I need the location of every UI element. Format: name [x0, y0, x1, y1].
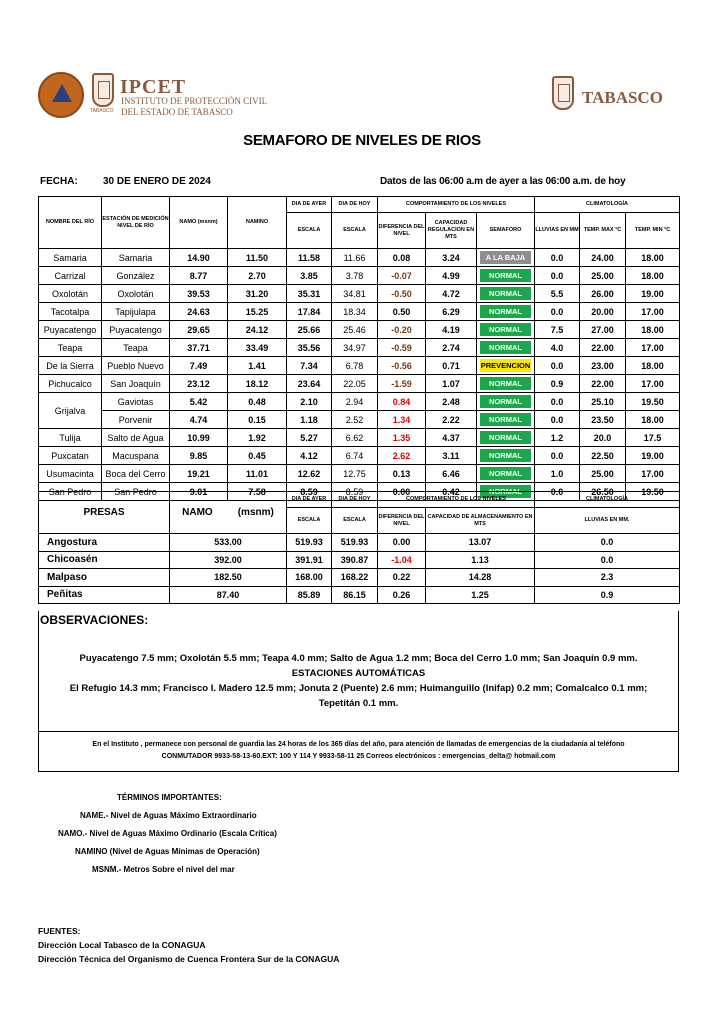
semaforo-cell [477, 411, 535, 429]
cell-namino: 7.58 [228, 483, 287, 501]
cell-cap: 4.37 [426, 429, 477, 447]
observaciones-title: OBSERVACIONES: [40, 613, 149, 627]
cell-tmin: 18.00 [626, 249, 680, 267]
table-row [39, 375, 680, 393]
table-row [39, 586, 680, 604]
header-semaforo: SEMAFORO [477, 213, 535, 249]
cell-ayer: 23.64 [287, 375, 332, 393]
semaforo-cell [477, 393, 535, 411]
cell-lluvia: 0.0 [535, 483, 580, 501]
table-row [39, 357, 680, 375]
cell-cap: 2.74 [426, 339, 477, 357]
cell-namino: 11.50 [228, 249, 287, 267]
cell-namo: 29.65 [170, 321, 228, 339]
header-escala-ayer: ESCALA [287, 213, 332, 249]
semaforo-badge: NORMAL [480, 395, 531, 408]
cell-presa: Chicoasén [39, 551, 170, 569]
presas-table [38, 491, 680, 604]
cell-lluvia: 0.0 [535, 534, 680, 552]
cell-ayer: 2.10 [287, 393, 332, 411]
cell-cap: 6.46 [426, 465, 477, 483]
cell-tmax: 22.00 [580, 375, 626, 393]
cell-ayer: 3.85 [287, 267, 332, 285]
table-row [39, 465, 680, 483]
header-dia-ayer: DIA DE AYER [287, 197, 332, 213]
table-row [39, 285, 680, 303]
cell-lluvia: 1.0 [535, 465, 580, 483]
cell-lluvia: 0.0 [535, 447, 580, 465]
cell-rio: Grijalva [39, 393, 102, 429]
cell-lluvia: 0.0 [535, 249, 580, 267]
cell-dif: 0.00 [378, 534, 426, 552]
semaforo-cell [477, 267, 535, 285]
cell-tmax: 25.00 [580, 465, 626, 483]
cell-namo: 182.50 [170, 569, 287, 587]
cell-lluvia: 0.0 [535, 551, 680, 569]
header-presas-namo-label: NAMO [182, 507, 213, 518]
header-presas-lluvias: LLUVIAS EN MM. [535, 508, 680, 534]
cell-tmax: 23.00 [580, 357, 626, 375]
cell-tmin: 18.00 [626, 411, 680, 429]
cell-namino: 15.25 [228, 303, 287, 321]
termino-namo: NAMO.- Nivel de Aguas Máximo Ordinario (Escala Crítica) [58, 829, 277, 838]
cell-hoy: 8.59 [332, 483, 378, 501]
table-row [39, 411, 680, 429]
header-temp-max: TEMP. MAX °C [580, 213, 626, 249]
terminos-title: TÉRMINOS IMPORTANTES: [117, 793, 222, 802]
cell-estacion: González [102, 267, 170, 285]
cell-tmin: 18.00 [626, 357, 680, 375]
cell-hoy: 12.75 [332, 465, 378, 483]
observaciones-estaciones-heading: ESTACIONES AUTOMÁTICAS [291, 668, 426, 679]
semaforo-badge: NORMAL [480, 431, 531, 444]
semaforo-badge: NORMAL [480, 467, 531, 480]
header-capacidad: CAPACIDAD REGULACION EN MTS [426, 213, 477, 249]
table-row [39, 267, 680, 285]
cell-cap: 4.19 [426, 321, 477, 339]
termino-msnm: MSNM.- Metros Sobre el nivel del mar [92, 865, 235, 874]
cell-hoy: 11.66 [332, 249, 378, 267]
cell-lluvia: 0.0 [535, 357, 580, 375]
cell-estacion: San Joaquín [102, 375, 170, 393]
cell-cap: 3.24 [426, 249, 477, 267]
header-presas-dia-ayer: DIA DE AYER [287, 492, 332, 508]
cell-tmax: 20.00 [580, 303, 626, 321]
cell-dif: -1.59 [378, 375, 426, 393]
fuente-1: Dirección Local Tabasco de la CONAGUA [38, 940, 206, 950]
cell-cap: 1.07 [426, 375, 477, 393]
header-dia-hoy: DIA DE HOY [332, 197, 378, 213]
semaforo-badge: A LA BAJA [480, 251, 531, 264]
tabasco-badge-text: TABASCO [90, 108, 114, 114]
cell-cap: 2.22 [426, 411, 477, 429]
cell-hoy: 2.94 [332, 393, 378, 411]
table-row [39, 429, 680, 447]
cell-hoy: 2.52 [332, 411, 378, 429]
cell-hoy: 86.15 [332, 586, 378, 604]
observaciones-divider [38, 731, 679, 732]
cell-rio: Puxcatan [39, 447, 102, 465]
cell-namino: 0.45 [228, 447, 287, 465]
cell-lluvia: 0.0 [535, 411, 580, 429]
cell-dif: -0.50 [378, 285, 426, 303]
cell-lluvia: 2.3 [535, 569, 680, 587]
cell-lluvia: 5.5 [535, 285, 580, 303]
semaforo-cell [477, 303, 535, 321]
table-row [39, 534, 680, 552]
semaforo-cell [477, 465, 535, 483]
datos-range: Datos de las 06:00 a.m de ayer a las 06:00 a.m. de hoy [380, 176, 626, 187]
header-presas-namo [170, 492, 287, 534]
cell-ayer: 35.56 [287, 339, 332, 357]
cell-ayer: 519.93 [287, 534, 332, 552]
header-estacion: ESTACIÓN DE MEDICIÓN NIVEL DE RÍO [102, 197, 170, 249]
semaforo-badge: NORMAL [480, 305, 531, 318]
cell-tmin: 17.00 [626, 303, 680, 321]
cell-cap: 0.71 [426, 357, 477, 375]
cell-rio: Tacotalpa [39, 303, 102, 321]
semaforo-cell [477, 339, 535, 357]
cell-lluvia: 0.0 [535, 267, 580, 285]
cell-presa: Angostura [39, 534, 170, 552]
cell-namo: 14.90 [170, 249, 228, 267]
cell-tmin: 19.50 [626, 483, 680, 501]
semaforo-badge: NORMAL [480, 323, 531, 336]
cell-dif: 1.35 [378, 429, 426, 447]
fuentes-title: FUENTES: [38, 926, 81, 936]
cell-rio: Teapa [39, 339, 102, 357]
cell-dif: 0.22 [378, 569, 426, 587]
cell-tmax: 26.50 [580, 483, 626, 501]
header-nombre-rio: NOMBRE DEL RÍO [39, 197, 102, 249]
cell-namo: 392.00 [170, 551, 287, 569]
cell-namino: 1.41 [228, 357, 287, 375]
cell-cap: 4.72 [426, 285, 477, 303]
cell-estacion: Pueblo Nuevo [102, 357, 170, 375]
observaciones-line4: Tepetitán 0.1 mm. [318, 698, 399, 709]
cell-cap: 1.25 [426, 586, 535, 604]
table-row [39, 303, 680, 321]
cell-cap: 0.42 [426, 483, 477, 501]
cell-dif: 0.84 [378, 393, 426, 411]
tabasco-shield-logo [92, 73, 114, 107]
cell-tmin: 17.5 [626, 429, 680, 447]
cell-dif: 0.26 [378, 586, 426, 604]
cell-cap: 2.48 [426, 393, 477, 411]
ipcet-subtitle [121, 96, 267, 118]
ipcet-subtitle-line2: DEL ESTADO DE TABASCO [121, 107, 233, 117]
semaforo-badge: NORMAL [480, 269, 531, 282]
cell-namino: 18.12 [228, 375, 287, 393]
cell-ayer: 25.66 [287, 321, 332, 339]
cell-dif: 0.13 [378, 465, 426, 483]
semaforo-badge: PREVENCION [480, 361, 531, 370]
cell-namo: 4.74 [170, 411, 228, 429]
cell-lluvia: 0.0 [535, 393, 580, 411]
cell-namo: 24.63 [170, 303, 228, 321]
cell-tmin: 18.00 [626, 267, 680, 285]
cell-namo: 8.77 [170, 267, 228, 285]
semaforo-cell [477, 447, 535, 465]
cell-estacion: Oxolotán [102, 285, 170, 303]
cell-tmin: 18.00 [626, 321, 680, 339]
header-presas-diferencia: DIFERENCIA DEL NIVEL [378, 508, 426, 534]
cell-rio: Usumacinta [39, 465, 102, 483]
cell-hoy: 3.78 [332, 267, 378, 285]
cell-namo: 5.42 [170, 393, 228, 411]
header-presas-msnm: (msnm) [237, 507, 274, 518]
instituto-line2: CONMUTADOR 9933-58-13-60.EXT: 100 Y 114 Y 9933-58-11 25 Correos electrónicos : emergencias_delta@ hotmail.com [161, 753, 556, 760]
header-temp-min: TEMP. MIN °C [626, 213, 680, 249]
cell-estacion: Teapa [102, 339, 170, 357]
cell-estacion: Puyacatengo [102, 321, 170, 339]
cell-namino: 0.48 [228, 393, 287, 411]
header-presas-escala-hoy: ESCALA [332, 508, 378, 534]
cell-cap: 3.11 [426, 447, 477, 465]
header-namino: NAMINO [228, 197, 287, 249]
cell-namo: 23.12 [170, 375, 228, 393]
cell-rio: De la Sierra [39, 357, 102, 375]
cell-cap: 13.07 [426, 534, 535, 552]
cell-cap: 6.29 [426, 303, 477, 321]
cell-rio: Tulija [39, 429, 102, 447]
cell-rio: Pichucalco [39, 375, 102, 393]
cell-estacion: Tapijulapa [102, 303, 170, 321]
cell-rio: San Pedro [39, 483, 102, 501]
observaciones-line1: Puyacatengo 7.5 mm; Oxolotán 5.5 mm; Teapa 4.0 mm; Salto de Agua 1.2 mm; Boca del Cerro 1.0 mm; San Joaquín 0.9 mm. [79, 653, 638, 664]
cell-estacion: Samaria [102, 249, 170, 267]
semaforo-cell [477, 321, 535, 339]
cell-lluvia: 0.9 [535, 375, 580, 393]
cell-hoy: 6.74 [332, 447, 378, 465]
semaforo-badge: NORMAL [480, 341, 531, 354]
semaforo-cell [477, 249, 535, 267]
cell-tmax: 24.00 [580, 249, 626, 267]
cell-ayer: 35.31 [287, 285, 332, 303]
cell-estacion: Salto de Agua [102, 429, 170, 447]
cell-estacion: Boca del Cerro [102, 465, 170, 483]
termino-name: NAME.- Nivel de Aguas Máximo Extraordinario [80, 811, 257, 820]
semaforo-cell [477, 357, 535, 375]
cell-estacion: Porvenir [102, 411, 170, 429]
header-diferencia: DIFERENCIA DEL NIVEL [378, 213, 426, 249]
cell-namino: 1.92 [228, 429, 287, 447]
cell-dif: 1.34 [378, 411, 426, 429]
cell-namino: 2.70 [228, 267, 287, 285]
cell-tmax: 26.00 [580, 285, 626, 303]
cell-namino: 31.20 [228, 285, 287, 303]
cell-dif: -0.07 [378, 267, 426, 285]
cell-dif: -0.20 [378, 321, 426, 339]
fuente-2: Dirección Técnica del Organismo de Cuenca Frontera Sur de la CONAGUA [38, 954, 340, 964]
cell-ayer: 12.62 [287, 465, 332, 483]
cell-hoy: 6.78 [332, 357, 378, 375]
cell-tmax: 23.50 [580, 411, 626, 429]
semaforo-cell [477, 375, 535, 393]
ipcet-subtitle-line1: INSTITUTO DE PROTECCIÓN CIVIL [121, 96, 268, 106]
cell-lluvia: 7.5 [535, 321, 580, 339]
cell-ayer: 7.34 [287, 357, 332, 375]
cell-namino: 33.49 [228, 339, 287, 357]
termino-namino: NAMINO (Nivel de Aguas Mínimas de Operación) [75, 847, 260, 856]
cell-ayer: 85.89 [287, 586, 332, 604]
header-climatologia: CLIMATOLOGÍA [535, 197, 680, 213]
cell-hoy: 25.46 [332, 321, 378, 339]
tabasco-logo-text: TABASCO [582, 88, 663, 107]
cell-ayer: 5.27 [287, 429, 332, 447]
semaforo-cell [477, 285, 535, 303]
fecha-value: 30 DE ENERO DE 2024 [103, 176, 211, 187]
cell-namo: 533.00 [170, 534, 287, 552]
cell-hoy: 34.81 [332, 285, 378, 303]
cell-dif: -0.56 [378, 357, 426, 375]
cell-dif: 0.50 [378, 303, 426, 321]
header-presas-escala-ayer: ESCALA [287, 508, 332, 534]
cell-hoy: 168.22 [332, 569, 378, 587]
table-row [39, 321, 680, 339]
rivers-table [38, 196, 680, 501]
cell-presa: Malpaso [39, 569, 170, 587]
semaforo-badge: NORMAL [480, 287, 531, 300]
cell-namo: 9.85 [170, 447, 228, 465]
cell-estacion: Macuspana [102, 447, 170, 465]
cell-lluvia: 4.0 [535, 339, 580, 357]
cell-tmax: 20.0 [580, 429, 626, 447]
header-lluvias: LLUVIAS EN MM [535, 213, 580, 249]
cell-dif: 0.08 [378, 249, 426, 267]
cell-ayer: 17.84 [287, 303, 332, 321]
cell-hoy: 22.05 [332, 375, 378, 393]
cell-tmax: 22.00 [580, 339, 626, 357]
semaforo-badge: NORMAL [480, 485, 531, 498]
cell-rio: Samaria [39, 249, 102, 267]
header-namo: NAMO (msnm) [170, 197, 228, 249]
cell-tmax: 27.00 [580, 321, 626, 339]
cell-dif: -1.04 [378, 551, 426, 569]
cell-lluvia: 1.2 [535, 429, 580, 447]
cell-estacion: San Pedro [102, 483, 170, 501]
cell-ayer: 1.18 [287, 411, 332, 429]
cell-namino: 11.01 [228, 465, 287, 483]
cell-dif: 0.00 [378, 483, 426, 501]
cell-ayer: 8.59 [287, 483, 332, 501]
table-row [39, 249, 680, 267]
header-presas-comportamiento: COMPORTAMIENTO DE LOS NIVELES [378, 492, 535, 508]
header-comportamiento: COMPORTAMIENTO DE LOS NIVELES [378, 197, 535, 213]
cell-ayer: 4.12 [287, 447, 332, 465]
header-presas: PRESAS [39, 492, 170, 534]
cell-cap: 14.28 [426, 569, 535, 587]
cell-tmin: 17.00 [626, 465, 680, 483]
table-row [39, 393, 680, 411]
cell-namo: 9.01 [170, 483, 228, 501]
cell-hoy: 34.97 [332, 339, 378, 357]
cell-presa: Peñitas [39, 586, 170, 604]
semaforo-cell [477, 429, 535, 447]
table-row [39, 551, 680, 569]
semaforo-badge: NORMAL [480, 413, 531, 426]
cell-tmin: 19.00 [626, 285, 680, 303]
cell-ayer: 391.91 [287, 551, 332, 569]
cell-lluvia: 0.9 [535, 586, 680, 604]
cell-dif: 2.62 [378, 447, 426, 465]
cell-hoy: 390.87 [332, 551, 378, 569]
cell-namo: 87.40 [170, 586, 287, 604]
cell-tmin: 19.00 [626, 447, 680, 465]
cell-tmax: 25.10 [580, 393, 626, 411]
cell-estacion: Gaviotas [102, 393, 170, 411]
cell-lluvia: 0.0 [535, 303, 580, 321]
cell-tmax: 25.00 [580, 267, 626, 285]
cell-cap: 4.99 [426, 267, 477, 285]
tabasco-right-shield-logo [552, 76, 574, 110]
cell-cap: 1.13 [426, 551, 535, 569]
cell-hoy: 6.62 [332, 429, 378, 447]
header-presas-dia-hoy: DIA DE HOY [332, 492, 378, 508]
page-title: SEMAFORO DE NIVELES DE RIOS [243, 132, 481, 149]
header-escala-hoy: ESCALA [332, 213, 378, 249]
cell-tmin: 17.00 [626, 375, 680, 393]
cell-tmin: 17.00 [626, 339, 680, 357]
cell-namino: 24.12 [228, 321, 287, 339]
semaforo-badge: NORMAL [480, 449, 531, 462]
cell-namo: 7.49 [170, 357, 228, 375]
header-presas-climatologia: CLIMATOLOGÍA [535, 492, 680, 508]
semaforo-badge: NORMAL [480, 377, 531, 390]
cell-rio: Oxolotán [39, 285, 102, 303]
header-presas-capacidad: CAPACIDAD DE ALMACENAMIENTO EN MTS [426, 508, 535, 534]
cell-ayer: 168.00 [287, 569, 332, 587]
cell-ayer: 11.58 [287, 249, 332, 267]
cell-namo: 19.21 [170, 465, 228, 483]
cell-dif: -0.59 [378, 339, 426, 357]
observaciones-line3: El Refugio 14.3 mm; Francisco I. Madero 12.5 mm; Jonuta 2 (Puente) 2.6 mm; Huimanguillo (Inifap) 0.2 mm; Comalcalco 0.1 mm; [69, 683, 648, 694]
instituto-line1: En el Instituto , permanece con personal de guardia las 24 horas de los 365 días del año, para atención de llamadas de emergencias de la ciudadanía al teléfono [92, 741, 625, 748]
proteccion-civil-logo [38, 72, 84, 118]
cell-namino: 0.15 [228, 411, 287, 429]
table-row [39, 569, 680, 587]
cell-hoy: 18.34 [332, 303, 378, 321]
cell-namo: 39.53 [170, 285, 228, 303]
cell-hoy: 519.93 [332, 534, 378, 552]
table-row [39, 339, 680, 357]
fecha-label: FECHA: [40, 176, 78, 187]
cell-tmin: 19.50 [626, 393, 680, 411]
cell-rio: Carrizal [39, 267, 102, 285]
table-row [39, 447, 680, 465]
cell-tmax: 22.50 [580, 447, 626, 465]
cell-namo: 37.71 [170, 339, 228, 357]
ipcet-title: IPCET [120, 76, 187, 98]
cell-rio: Puyacatengo [39, 321, 102, 339]
cell-namo: 10.99 [170, 429, 228, 447]
